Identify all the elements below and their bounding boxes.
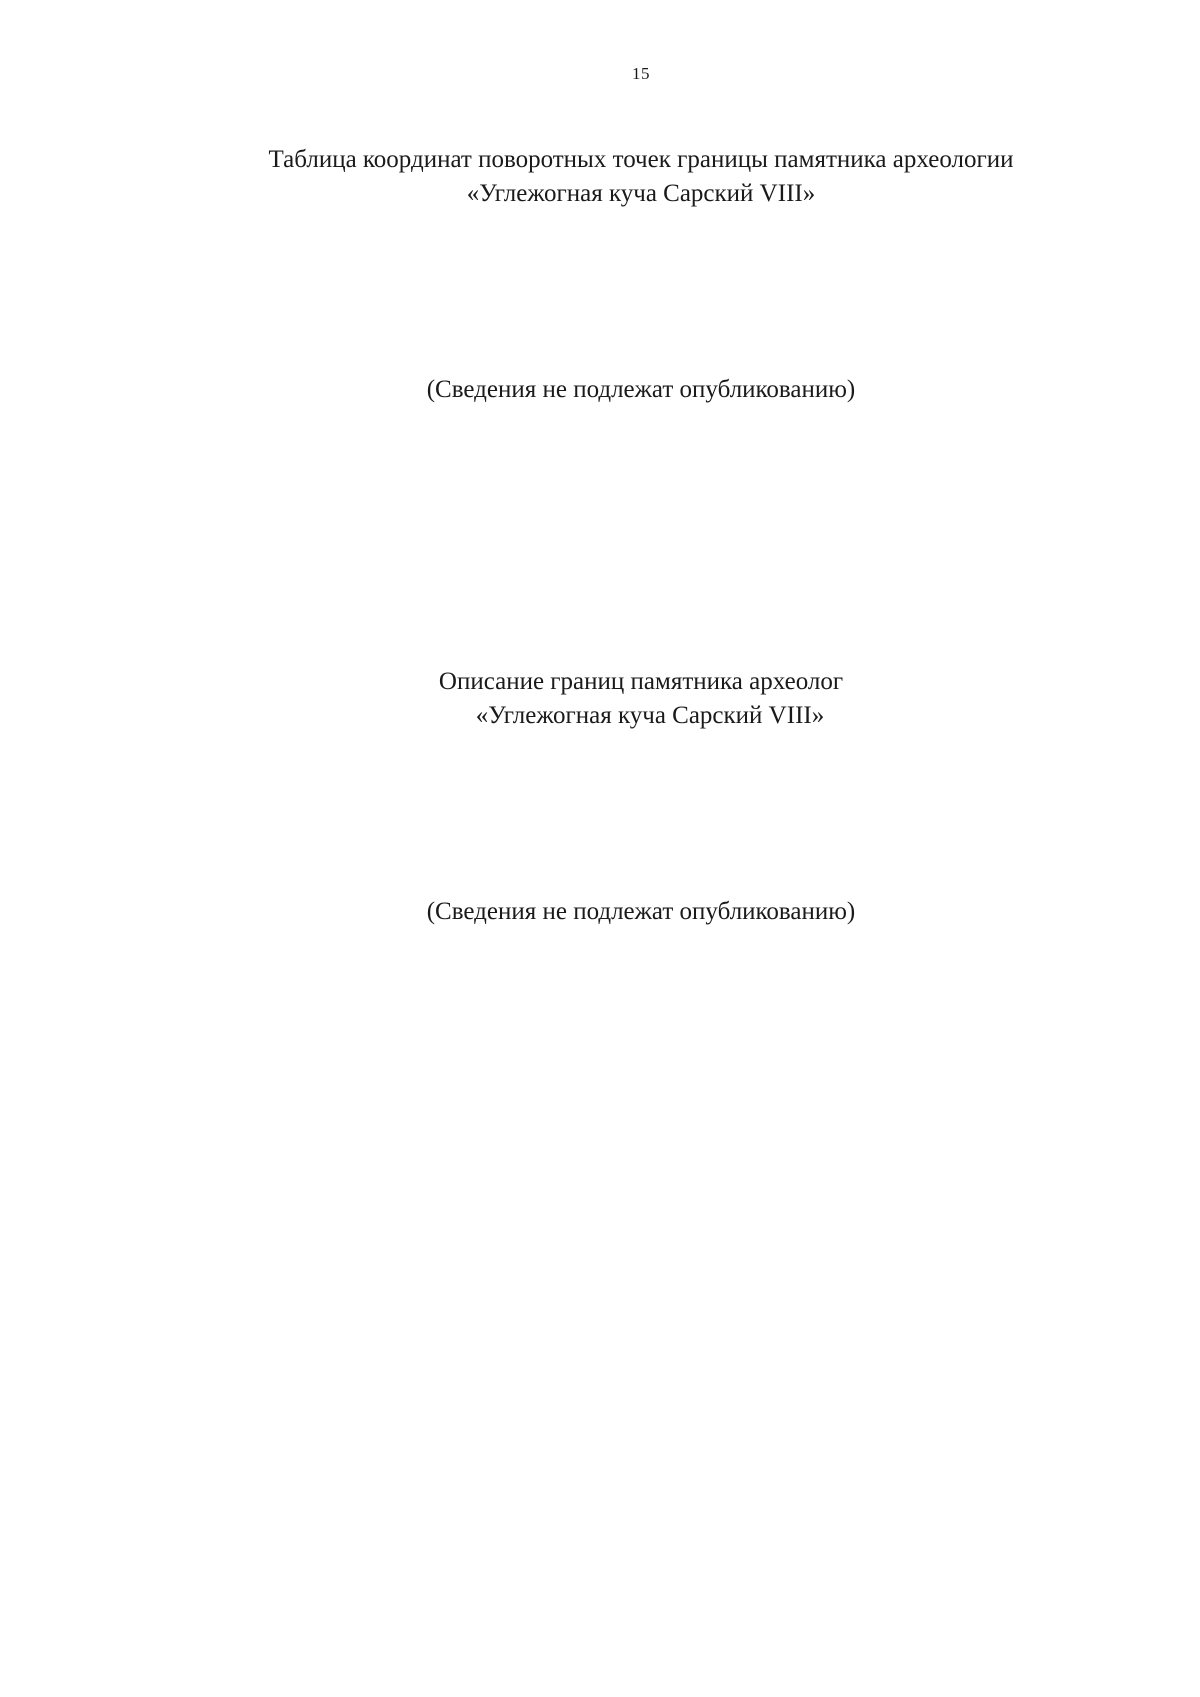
- coordinates-restricted-notice: (Сведения не подлежат опубликованию): [426, 376, 856, 403]
- boundary-description-title: Описание границ памятника археолог: [438, 668, 844, 695]
- coordinates-table-monument-name: «Углежогная куча Сарский VIII»: [466, 180, 816, 207]
- coordinates-table-heading: [0, 143, 1200, 211]
- boundary-description-monument-name: «Углежогная куча Сарский VIII»: [475, 702, 825, 729]
- coordinates-table-title: Таблица координат поворотных точек границы памятника археологии: [268, 146, 1014, 173]
- description-restricted-notice: (Сведения не подлежат опубликованию): [426, 898, 856, 925]
- boundary-description-heading: [0, 665, 1200, 733]
- page-number: 15: [632, 64, 650, 83]
